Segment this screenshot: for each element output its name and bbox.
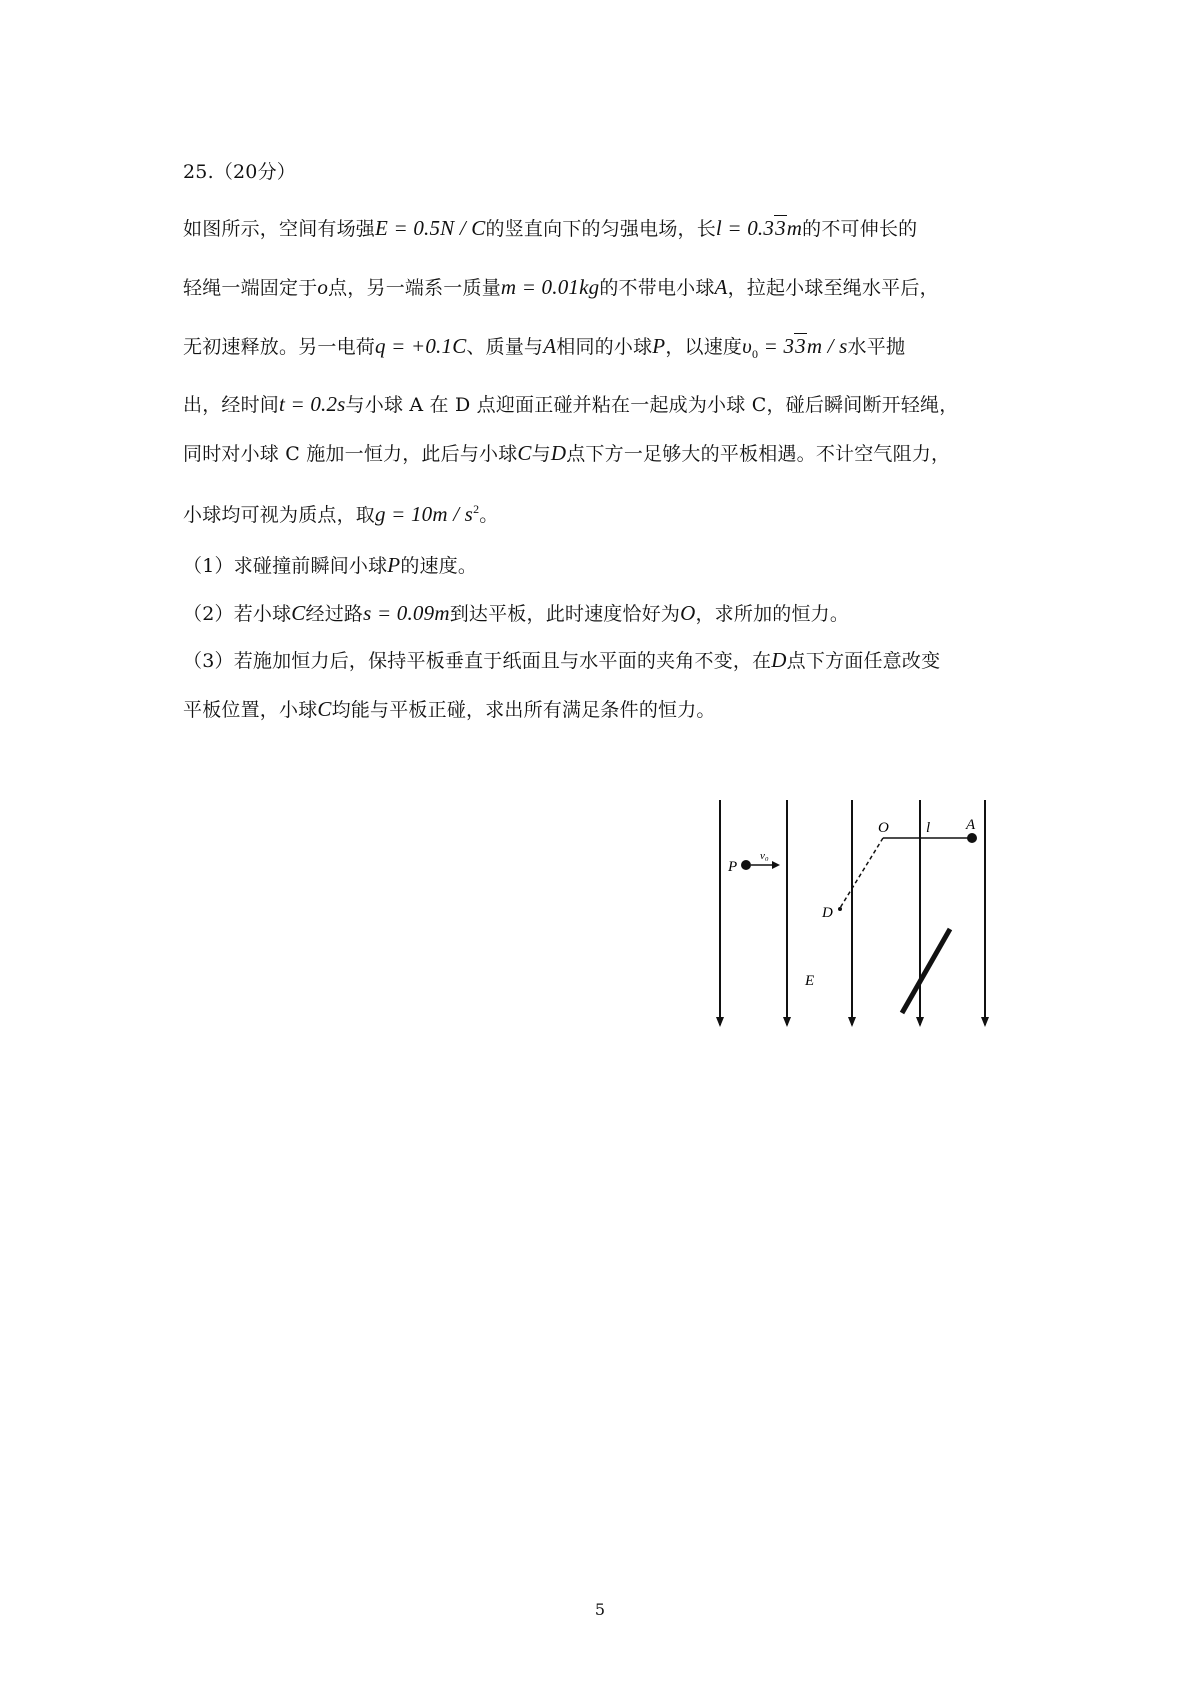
mass-eq: m = 0.01kg <box>500 275 600 299</box>
part-1: （1）求碰撞前瞬间小球P的速度。 <box>183 553 478 577</box>
label-a: A <box>966 817 976 833</box>
velocity-eq: $\upsilon_0 = 33m / s$ <box>742 334 848 362</box>
rope-length-eq: l = 0.33m <box>715 216 803 240</box>
field-arrow <box>848 1017 856 1027</box>
part-3-line-2: 平板位置，小球C均能与平板正碰，求出所有满足条件的恒力。 <box>183 697 716 721</box>
ball-p <box>741 860 751 870</box>
stem-line-6: 小球均可视为质点，取$g = 10m / s^2$。 <box>183 502 499 526</box>
field-arrow <box>783 1017 791 1027</box>
charge-eq: q = +0.1C <box>375 334 467 358</box>
part-3-line-1: （3）若施加恒力后，保持平板垂直于纸面且与水平面的夹角不变，在D点下方面任意改变 <box>183 648 941 672</box>
point-d <box>838 907 842 911</box>
field-arrow <box>916 1017 924 1027</box>
velocity-arrowhead <box>772 861 780 869</box>
stem-line-1: 如图所示，空间有场强E = 0.5N / C的竖直向下的匀强电场，长l = 0.33m的不可伸长的 <box>183 216 918 240</box>
label-o: O <box>878 820 889 836</box>
question-number: 25.（20分） <box>183 161 296 183</box>
stem-line-4: 出，经时间t = 0.2s与小球 A 在 D 点迎面正碰并粘在一起成为小球 C，碰后瞬间断开轻绳， <box>183 392 959 416</box>
label-l: l <box>926 820 931 836</box>
page-number: 5 <box>594 1600 606 1619</box>
part-2: （2）若小球C经过路s = 0.09m到达平板，此时速度恰好为O，求所加的恒力。 <box>183 601 850 625</box>
path-eq: s = 0.09m <box>363 601 450 625</box>
stem-line-3: 无初速释放。另一电荷q = +0.1C、质量与A相同的小球P，以速度$\upsilon_0 = 33m / s$水平抛 <box>183 334 906 362</box>
rope-dashed <box>840 838 883 908</box>
electric-field-diagram <box>700 785 1000 1030</box>
label-p: P <box>728 859 738 875</box>
time-eq: t = 0.2s <box>279 392 346 416</box>
label-e: E <box>805 973 815 989</box>
stem-line-2: 轻绳一端固定于o点，另一端系一质量m = 0.01kg的不带电小球A，拉起小球至绳水平后， <box>183 275 939 299</box>
stem-line-5: 同时对小球 C 施加一恒力，此后与小球C与D点下方一足够大的平板相遇。不计空气阻力， <box>183 441 951 465</box>
gravity-eq: $g = 10m / s^2$ <box>375 502 480 526</box>
label-v0: v₀ <box>760 850 769 862</box>
label-d: D <box>822 905 833 921</box>
ball-a <box>967 833 977 843</box>
field-arrow <box>981 1017 989 1027</box>
plate <box>902 929 950 1013</box>
field-strength-eq: E = 0.5N / C <box>375 216 486 240</box>
field-arrow <box>716 1017 724 1027</box>
